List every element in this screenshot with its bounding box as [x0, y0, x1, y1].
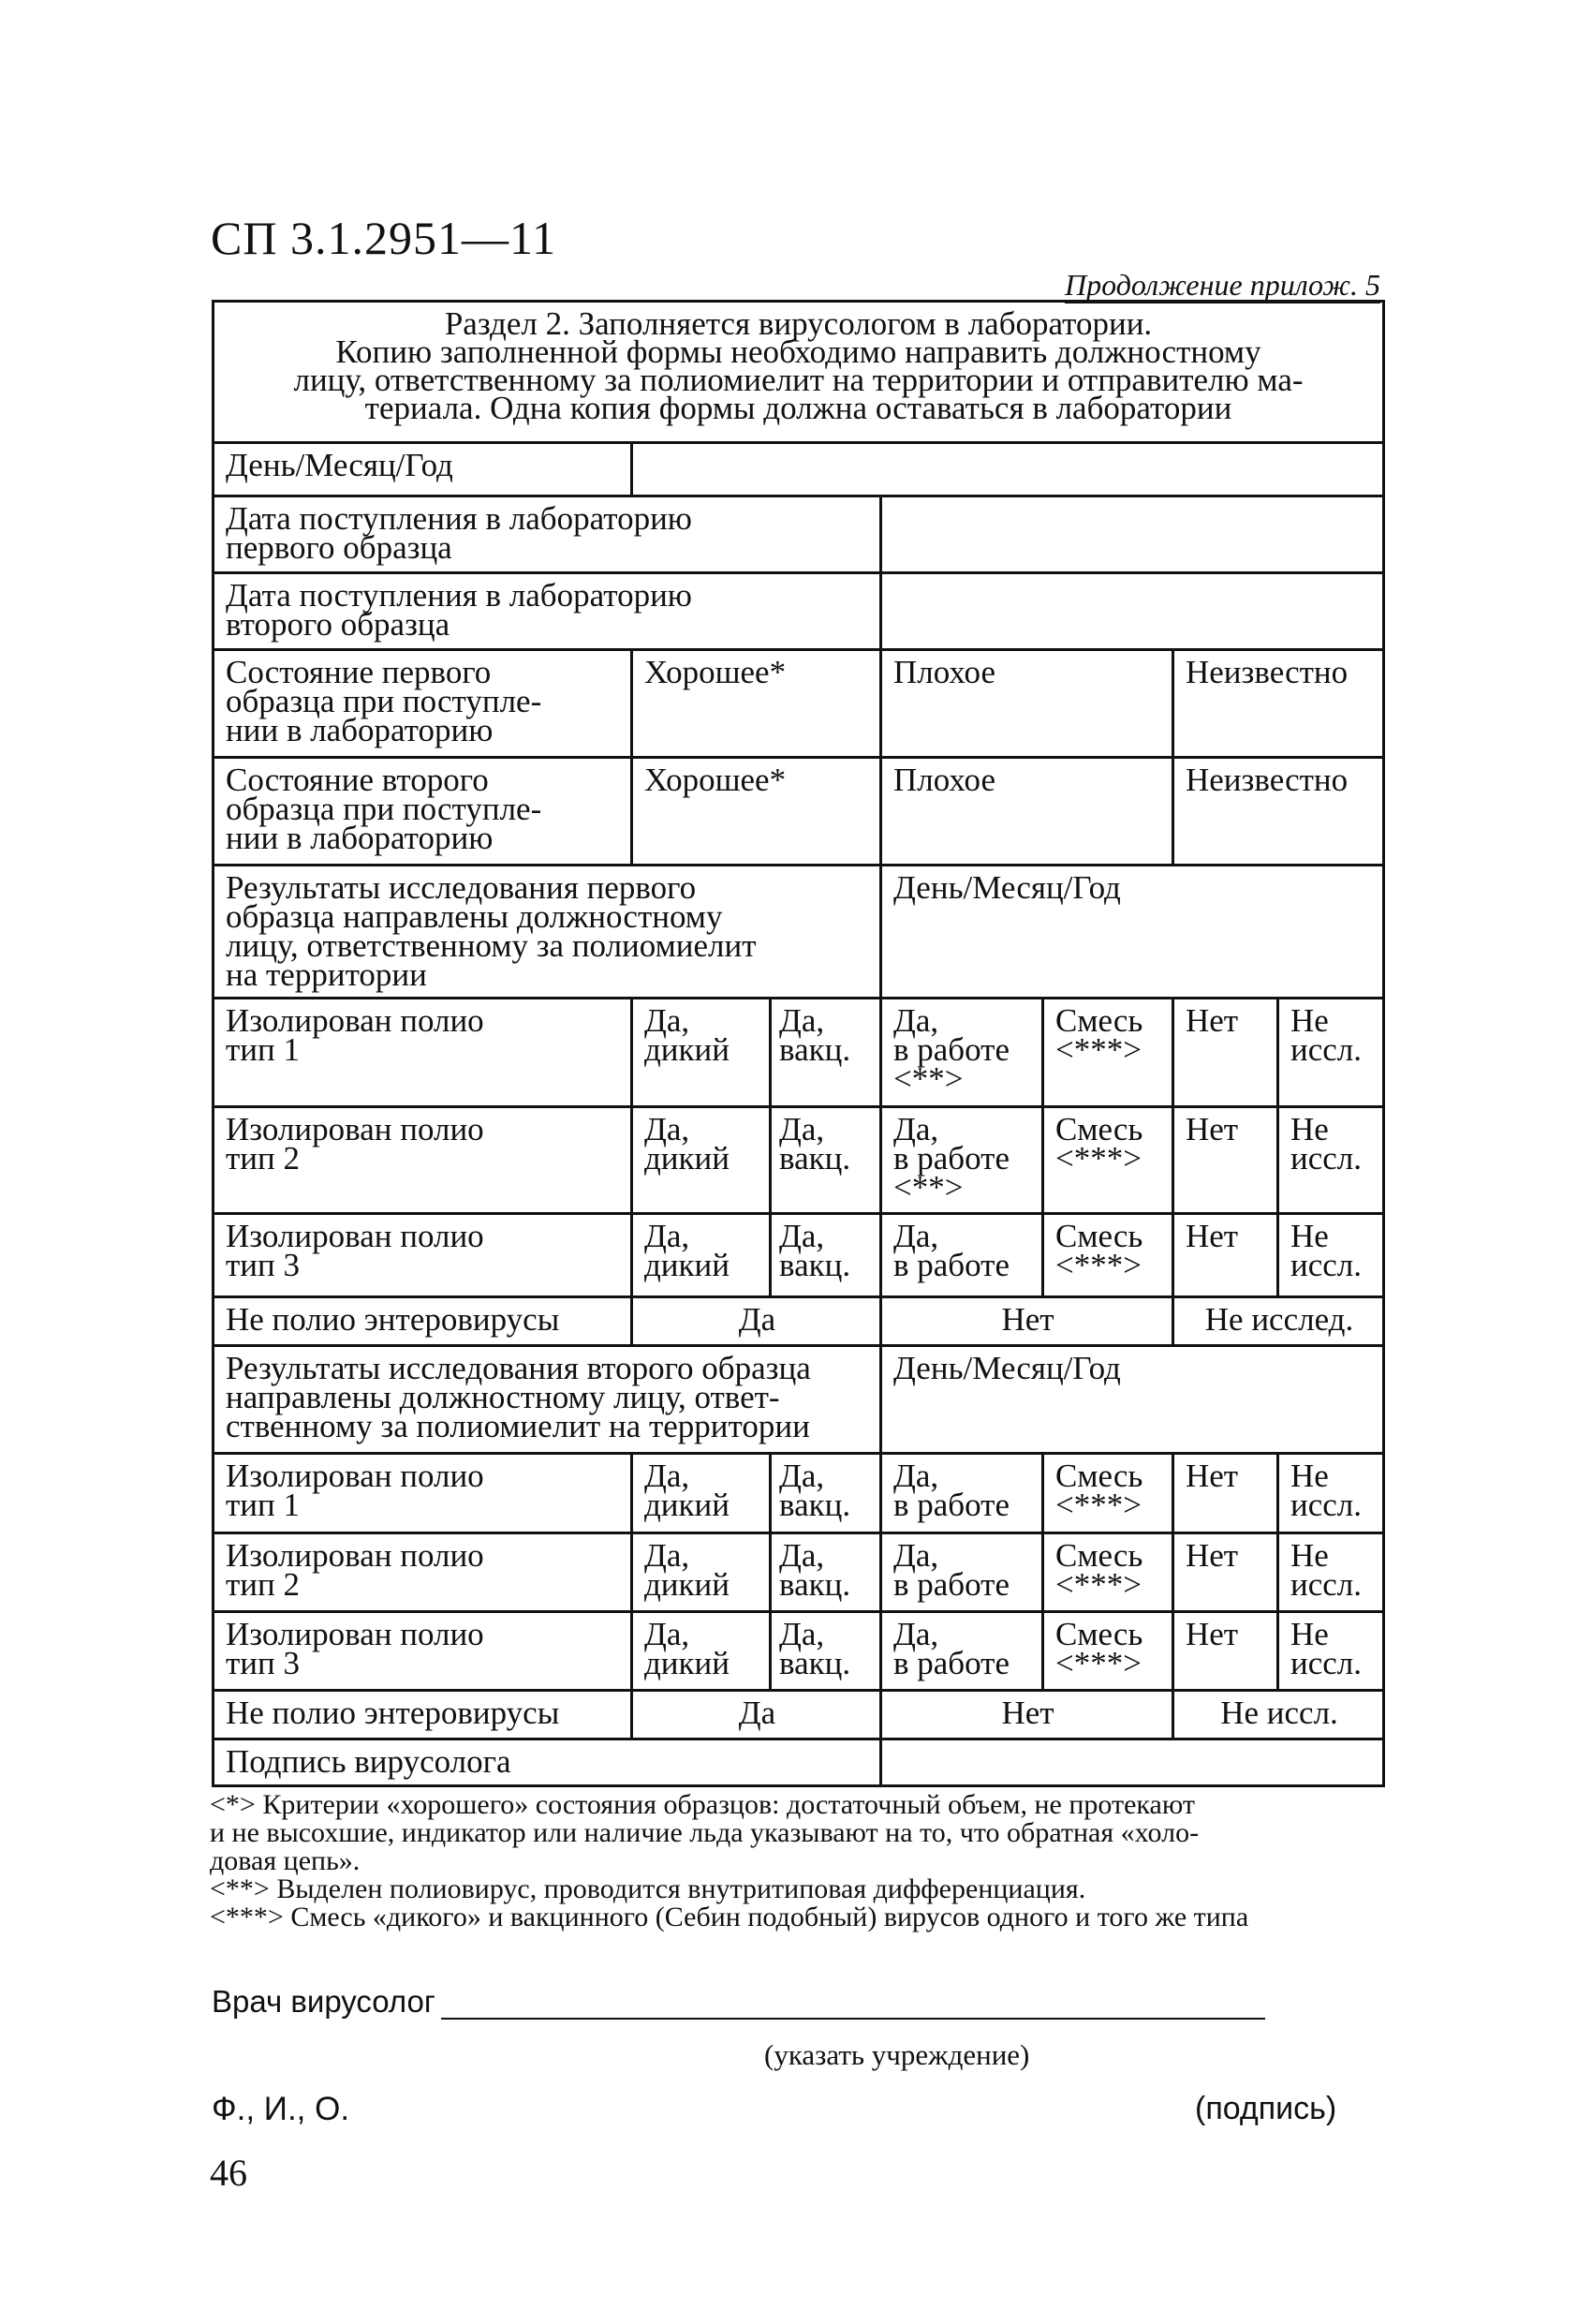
- s1-type3-wild[interactable]: Да, дикий: [633, 1215, 772, 1298]
- state-first-unknown[interactable]: Неизвестно: [1174, 651, 1382, 759]
- state-second-unknown[interactable]: Неизвестно: [1174, 759, 1382, 866]
- s2-type1-wild[interactable]: Да, дикий: [633, 1455, 772, 1534]
- fio-label: Ф., И., О.: [212, 2091, 350, 2127]
- results-first-date[interactable]: День/Месяц/Год: [882, 866, 1382, 999]
- s2-type3-vacc[interactable]: Да, вакц.: [772, 1613, 882, 1692]
- s2-type3-notstudied[interactable]: Не иссл.: [1279, 1613, 1382, 1692]
- s2-type1-label: Изолирован полио тип 1: [214, 1455, 633, 1534]
- s2-nonpolio-yes[interactable]: Да: [633, 1692, 882, 1740]
- results-second-date[interactable]: День/Месяц/Год: [882, 1347, 1382, 1455]
- state-second-bad[interactable]: Плохое: [882, 759, 1174, 866]
- s1-type2-inwork[interactable]: Да, в работе <**>: [882, 1108, 1044, 1215]
- s1-type1-label: Изолирован полио тип 1: [214, 999, 633, 1108]
- institution-caption: (указать учреждение): [764, 2038, 1030, 2071]
- state-second-label: Состояние второго образца при поступле- нии в лабораторию: [214, 759, 633, 866]
- s2-type1-mix[interactable]: Смесь <***>: [1044, 1455, 1174, 1534]
- receipt-second-value[interactable]: [882, 574, 1382, 651]
- document-code: СП 3.1.2951—11: [211, 212, 557, 264]
- s1-type2-mix[interactable]: Смесь <***>: [1044, 1108, 1174, 1215]
- s2-type3-no[interactable]: Нет: [1174, 1613, 1279, 1692]
- s1-type1-wild[interactable]: Да, дикий: [633, 999, 772, 1108]
- s2-type2-notstudied[interactable]: Не иссл.: [1279, 1534, 1382, 1613]
- signature-label: Подпись вирусолога: [214, 1740, 882, 1784]
- page-number: 46: [210, 2152, 247, 2194]
- results-first-label: Результаты исследования первого образца направлены должностному лицу, ответственному за полиомиелит на территории: [214, 866, 882, 999]
- date-value[interactable]: [633, 444, 1382, 497]
- results-second-label: Результаты исследования второго образца направлены должностному лицу, ответ- ственному за полиомиелит на территории: [214, 1347, 882, 1455]
- s1-type3-no[interactable]: Нет: [1174, 1215, 1279, 1298]
- receipt-first-label: Дата поступления в лабораторию первого образца: [214, 497, 882, 574]
- s2-type3-label: Изолирован полио тип 3: [214, 1613, 633, 1692]
- footnote-1-line3: довая цепь».: [210, 1845, 361, 1876]
- s2-nonpolio-notstudied[interactable]: Не иссл.: [1174, 1692, 1382, 1740]
- s2-type1-vacc[interactable]: Да, вакц.: [772, 1455, 882, 1534]
- footnote-1-line1: <*> Критерии «хорошего» состояния образцов: достаточный объем, не протекают: [210, 1789, 1195, 1820]
- s2-nonpolio-label: Не полио энтеровирусы: [214, 1692, 633, 1740]
- doctor-signoff: [212, 1984, 1265, 2020]
- state-first-bad[interactable]: Плохое: [882, 651, 1174, 759]
- s2-type2-no[interactable]: Нет: [1174, 1534, 1279, 1613]
- s1-type2-no[interactable]: Нет: [1174, 1108, 1279, 1215]
- s1-type2-wild[interactable]: Да, дикий: [633, 1108, 772, 1215]
- s1-type3-vacc[interactable]: Да, вакц.: [772, 1215, 882, 1298]
- footnote-2: <**> Выделен полиовирус, проводится внутритиповая дифференциация.: [210, 1873, 1086, 1904]
- s2-type3-mix[interactable]: Смесь <***>: [1044, 1613, 1174, 1692]
- receipt-second-label: Дата поступления в лабораторию второго образца: [214, 574, 882, 651]
- s1-type1-no[interactable]: Нет: [1174, 999, 1279, 1108]
- institution-field[interactable]: [441, 1993, 1265, 2020]
- s2-type1-notstudied[interactable]: Не иссл.: [1279, 1455, 1382, 1534]
- s1-type3-notstudied[interactable]: Не иссл.: [1279, 1215, 1382, 1298]
- s1-type3-label: Изолирован полио тип 3: [214, 1215, 633, 1298]
- state-first-good[interactable]: Хорошее*: [633, 651, 882, 759]
- s2-type2-vacc[interactable]: Да, вакц.: [772, 1534, 882, 1613]
- signature-value[interactable]: [882, 1740, 1382, 1784]
- s2-type1-no[interactable]: Нет: [1174, 1455, 1279, 1534]
- s1-nonpolio-yes[interactable]: Да: [633, 1298, 882, 1347]
- s1-nonpolio-label: Не полио энтеровирусы: [214, 1298, 633, 1347]
- s1-nonpolio-notstudied[interactable]: Не исслед.: [1174, 1298, 1382, 1347]
- s1-type1-vacc[interactable]: Да, вакц.: [772, 999, 882, 1108]
- continuation-label: Продолжение прилож. 5: [1065, 268, 1380, 302]
- s2-type2-label: Изолирован полио тип 2: [214, 1534, 633, 1613]
- footnote-3: <***> Смесь «дикого» и вакцинного (Себин подобный) вирусов одного и того же типа: [210, 1902, 1249, 1932]
- s2-type1-inwork[interactable]: Да, в работе: [882, 1455, 1044, 1534]
- s1-nonpolio-no[interactable]: Нет: [882, 1298, 1174, 1347]
- s1-type2-vacc[interactable]: Да, вакц.: [772, 1108, 882, 1215]
- s2-type2-wild[interactable]: Да, дикий: [633, 1534, 772, 1613]
- s2-type2-inwork[interactable]: Да, в работе: [882, 1534, 1044, 1613]
- doctor-label: Врач вирусолог: [212, 1984, 435, 2019]
- state-first-label: Состояние первого образца при поступле- нии в лабораторию: [214, 651, 633, 759]
- s1-type3-inwork[interactable]: Да, в работе: [882, 1215, 1044, 1298]
- s1-type2-notstudied[interactable]: Не иссл.: [1279, 1108, 1382, 1215]
- s2-type3-wild[interactable]: Да, дикий: [633, 1613, 772, 1692]
- section-header: Раздел 2. Заполняется вирусологом в лаборатории. Копию заполненной формы необходимо направить должностному лицу, ответственному за полиомиелит на территории и отправителю ма- териала. Одна копия формы должна оставаться в лаборатории: [214, 303, 1382, 444]
- s1-type3-mix[interactable]: Смесь <***>: [1044, 1215, 1174, 1298]
- receipt-first-value[interactable]: [882, 497, 1382, 574]
- s2-nonpolio-no[interactable]: Нет: [882, 1692, 1174, 1740]
- s2-type3-inwork[interactable]: Да, в работе: [882, 1613, 1044, 1692]
- s1-type1-mix[interactable]: Смесь <***>: [1044, 999, 1174, 1108]
- s1-type1-inwork[interactable]: Да, в работе <**>: [882, 999, 1044, 1108]
- state-second-good[interactable]: Хорошее*: [633, 759, 882, 866]
- date-label: День/Месяц/Год: [214, 444, 633, 497]
- lab-form-table: [212, 300, 1385, 1787]
- signature-caption: (подпись): [1195, 2091, 1337, 2126]
- s2-type2-mix[interactable]: Смесь <***>: [1044, 1534, 1174, 1613]
- s1-type1-notstudied[interactable]: Не иссл.: [1279, 999, 1382, 1108]
- footnotes: [210, 1791, 1386, 1932]
- s1-type2-label: Изолирован полио тип 2: [214, 1108, 633, 1215]
- footnote-1-line2: и не высохшие, индикатор или наличие льда указывают на то, что обратная «холо-: [210, 1817, 1200, 1848]
